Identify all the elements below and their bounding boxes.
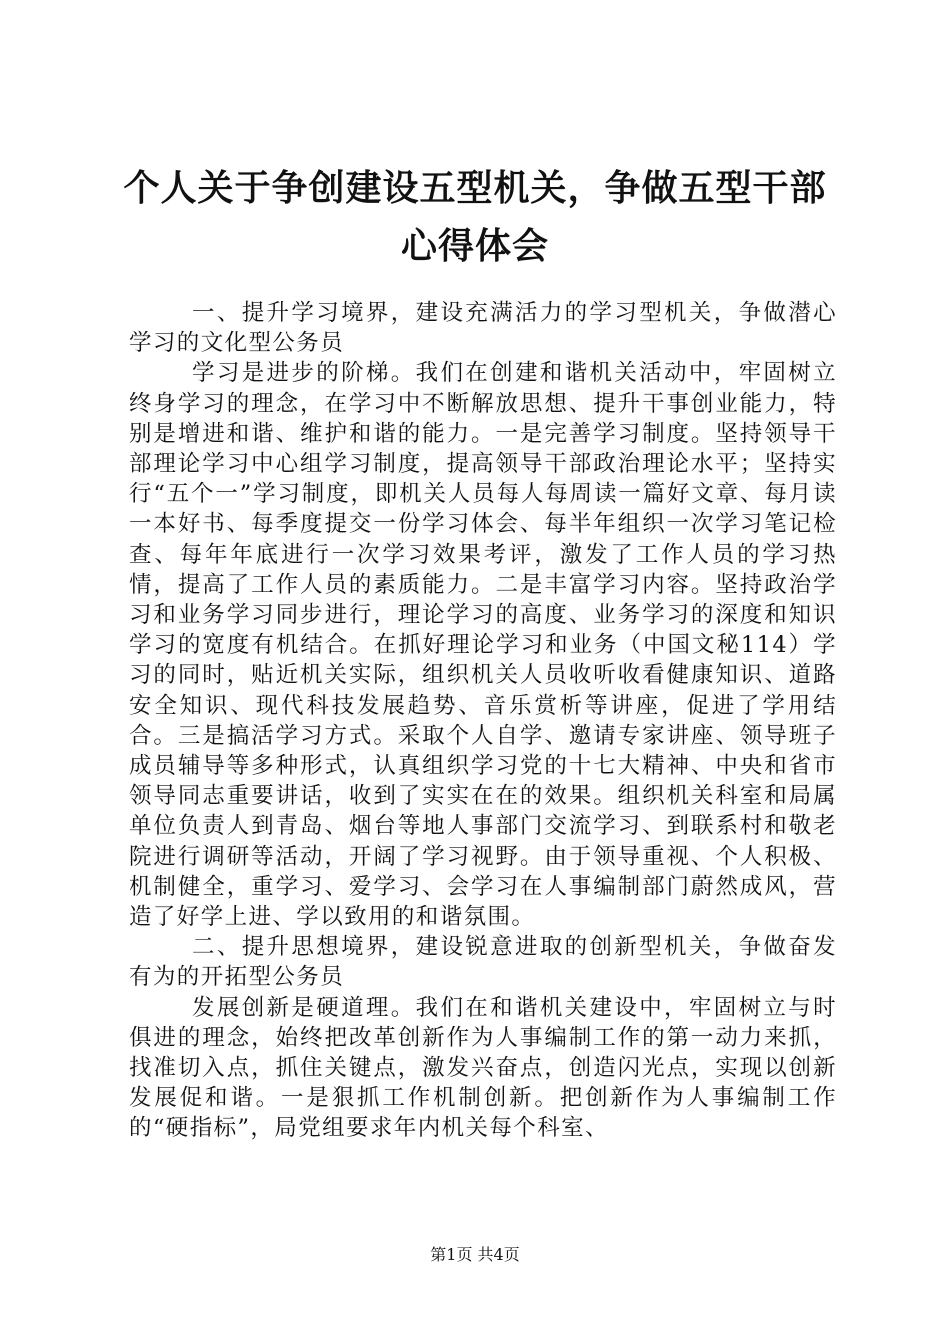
page-footer: 第1页 共4页 bbox=[430, 1245, 520, 1264]
document-body bbox=[129, 298, 837, 1144]
section-heading-1: 一、提升学习境界，建设充满活力的学习型机关，争做潜心学习的文化型公务员 bbox=[129, 300, 837, 357]
body-paragraph-1: 学习是进步的阶梯。我们在创建和谐机关活动中，牢固树立终身学习的理念，在学习中不断解放思想、提升干事创业能力，特别是增进和谐、维护和谐的能力。一是完善学习制度。坚持领导干部理论学习中心组学习制度，提高领导干部政治理论水平；坚持实行“五个一”学习制度，即机关人员每人每周读一篇好文章、每月读一本好书、每季度提交一份学习体会、每半年组织一次学习笔记检查、每年年底进行一次学习效果考评，激发了工作人员的学习热情，提高了工作人员的素质能力。二是丰富学习内容。坚持政治学习和业务学习同步进行，理论学习的高度、业务学习的深度和知识学习的宽度有机结合。在抓好理论学习和业务（中国文秘114）学习的同时，贴近机关实际，组织机关人员收听收看健康知识、道路安全知识、现代科技发展趋势、音乐赏析等讲座，促进了学用结合。三是搞活学习方式。采取个人自学、邀请专家讲座、领导班子成员辅导等多种形式，认真组织学习党的十七大精神、中央和省市领导同志重要讲话，收到了实实在在的效果。组织机关科室和局属单位负责人到青岛、烟台等地人事部门交流学习、到联系村和敬老院进行调研等活动，开阔了学习视野。由于领导重视、个人积极、机制健全，重学习、爱学习、会学习在人事编制部门蔚然成风，营造了好学上进、学以致用的和谐氛围。 bbox=[129, 360, 837, 931]
body-paragraph-2: 发展创新是硬道理。我们在和谐机关建设中，牢固树立与时俱进的理念，始终把改革创新作为人事编制工作的第一动力来抓，找准切入点，抓住关键点，激发兴奋点，创造闪光点，实现以创新发展促和谐。一是狠抓工作机制创新。把创新作为人事编制工作的“硬指标”，局党组要求年内机关每个科室、 bbox=[129, 994, 837, 1142]
section-heading-2: 二、提升思想境界，建设锐意进取的创新型机关，争做奋发有为的开拓型公务员 bbox=[129, 934, 837, 991]
document-title: 个人关于争创建设五型机关，争做五型干部心得体会 bbox=[123, 168, 827, 267]
